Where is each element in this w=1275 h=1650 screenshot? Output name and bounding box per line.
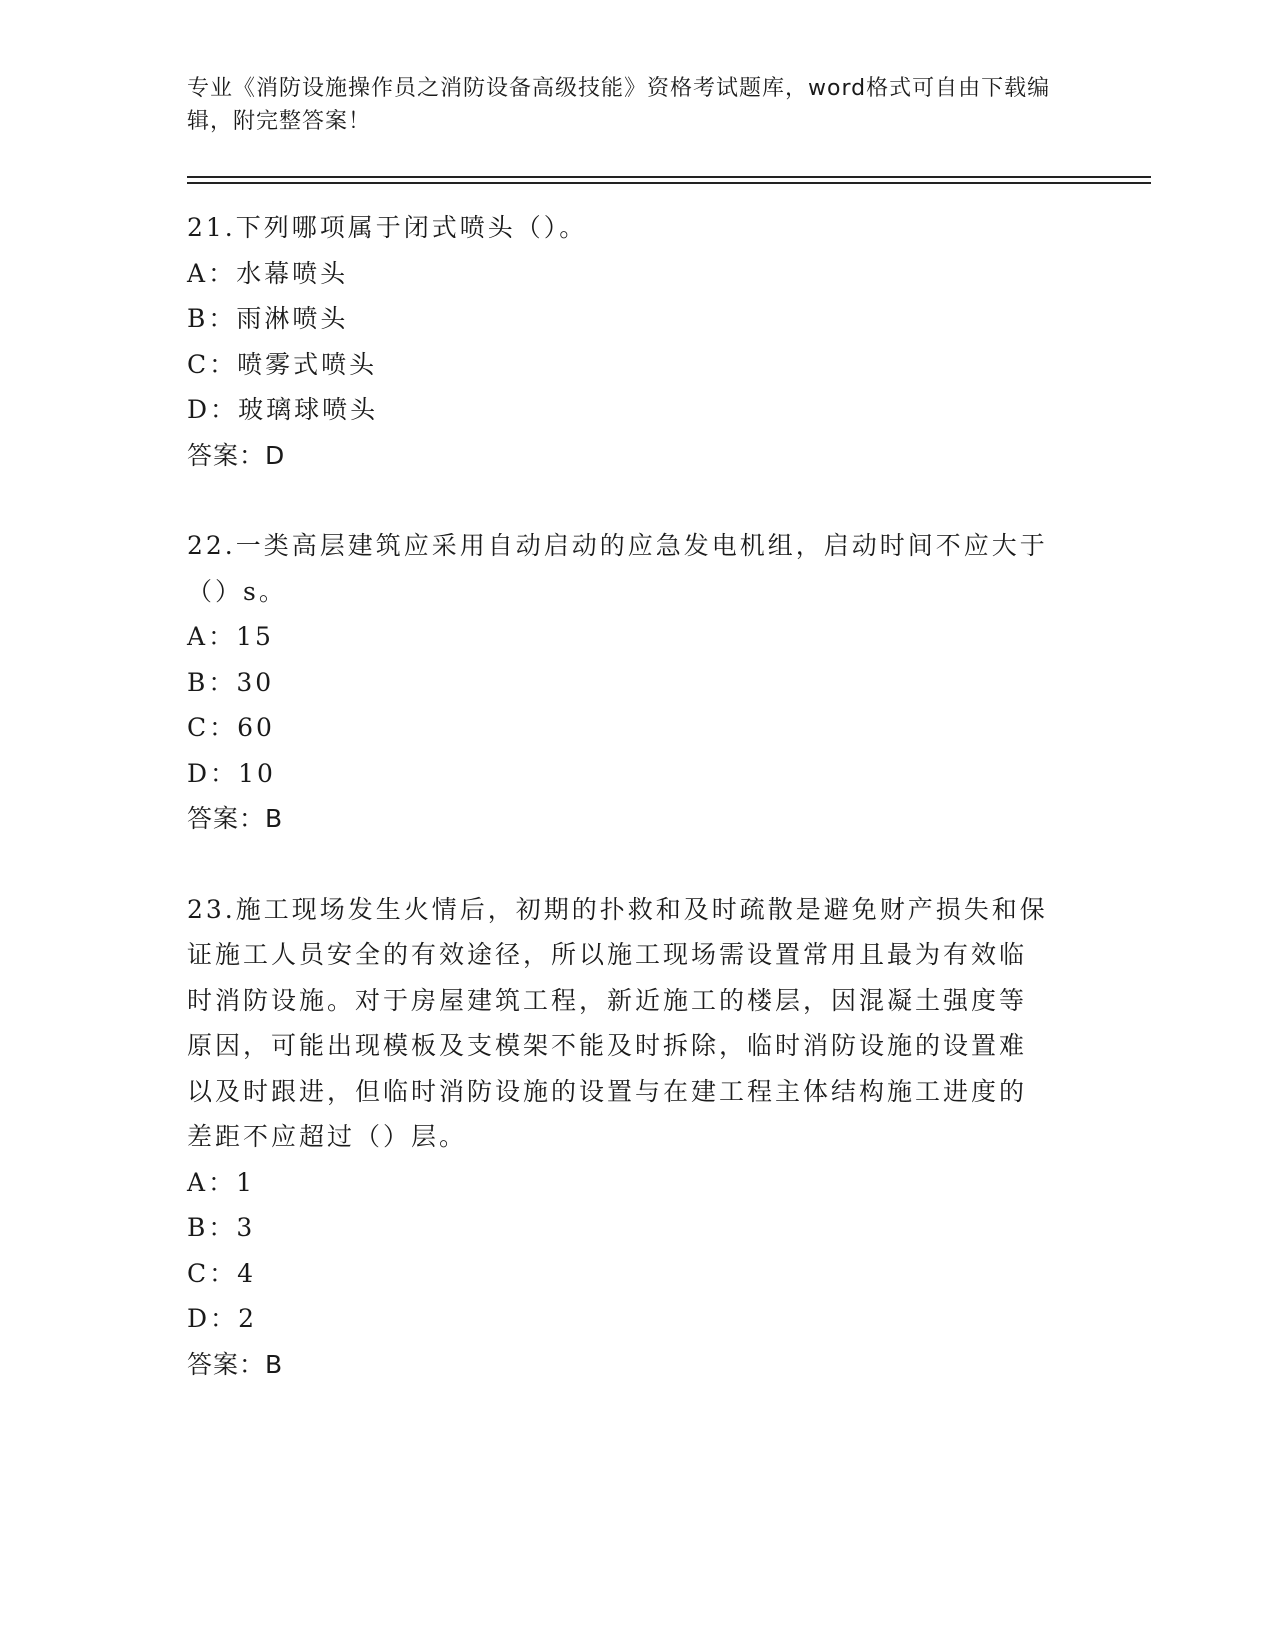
option-text: 喷雾式喷头	[237, 349, 378, 379]
option-text: 4	[237, 1258, 257, 1288]
question-stem-line: 证施工人员安全的有效途径，所以施工现场需设置常用且最为有效临	[187, 940, 1028, 969]
option-separator: ：	[208, 622, 237, 651]
option-text: 雨淋喷头	[236, 304, 349, 333]
header-divider-bottom	[187, 182, 1151, 184]
option-text: 10	[238, 758, 276, 788]
answer-label: 答案：B	[187, 1349, 284, 1379]
option-key: B	[187, 1213, 209, 1242]
option-key: C	[187, 349, 210, 379]
option-c	[187, 705, 1067, 751]
option-text: 60	[237, 713, 275, 742]
option-a	[187, 251, 1067, 297]
option-separator: ：	[209, 1258, 238, 1288]
question-22	[187, 523, 1067, 842]
answer-label: 答案：D	[187, 440, 286, 470]
question-list	[187, 205, 1067, 1432]
question-21	[187, 205, 1067, 478]
option-text: 玻璃球喷头	[238, 395, 379, 424]
option-separator: ：	[208, 258, 237, 288]
option-b	[187, 660, 1067, 706]
question-23	[187, 887, 1067, 1388]
option-separator: ：	[208, 304, 237, 333]
option-separator: ：	[208, 1167, 237, 1197]
option-key: D	[187, 395, 211, 424]
question-stem-line: 21.下列哪项属于闭式喷头（）。	[187, 213, 588, 242]
header-intro-text: 专业《消防设施操作员之消防设备高级技能》资格考试题库，word格式可自由下载编辑，附完整答案！	[187, 76, 1051, 134]
option-text: 3	[236, 1213, 256, 1242]
option-key: A	[187, 622, 209, 651]
option-d	[187, 387, 1067, 433]
option-separator: ：	[210, 1304, 239, 1333]
document-header	[187, 72, 1067, 138]
question-stem-line: 以及时跟进，但临时消防设施的设置与在建工程主体结构施工进度的	[187, 1076, 1028, 1106]
question-stem	[187, 887, 1067, 1160]
question-stem	[187, 523, 1067, 614]
header-divider-top	[187, 176, 1151, 178]
option-separator: ：	[208, 1213, 237, 1242]
option-key: A	[187, 1167, 209, 1197]
option-separator: ：	[210, 395, 239, 424]
question-stem-line: 原因，可能出现模板及支模架不能及时拆除，临时消防设施的设置难	[187, 1031, 1028, 1060]
option-key: C	[187, 1258, 210, 1288]
question-stem-line: 23.施工现场发生火情后，初期的扑救和及时疏散是避免财产损失和保	[187, 894, 1048, 924]
option-d	[187, 1296, 1067, 1342]
question-stem	[187, 205, 1067, 251]
option-text: 1	[236, 1167, 255, 1197]
option-separator: ：	[209, 349, 238, 379]
option-separator: ：	[209, 713, 238, 742]
question-stem-line: 差距不应超过（）层。	[187, 1122, 468, 1151]
option-b	[187, 296, 1067, 342]
option-text: 水幕喷头	[236, 258, 349, 288]
option-text: 2	[238, 1304, 257, 1333]
option-c	[187, 1251, 1067, 1297]
option-c	[187, 342, 1067, 388]
option-key: B	[187, 667, 209, 697]
option-b	[187, 1205, 1067, 1251]
question-stem-line: 时消防设施。对于房屋建筑工程，新近施工的楼层，因混凝土强度等	[187, 985, 1028, 1015]
option-text: 15	[236, 622, 274, 651]
option-key: B	[187, 304, 209, 333]
option-d	[187, 751, 1067, 797]
option-text: 30	[236, 667, 275, 697]
option-key: D	[187, 1304, 211, 1333]
option-a	[187, 614, 1067, 660]
answer-label: 答案：B	[187, 804, 284, 833]
option-separator: ：	[208, 667, 237, 697]
option-key: C	[187, 713, 210, 742]
question-stem-line: 22.一类高层建筑应采用自动启动的应急发电机组，启动时间不应大于	[187, 531, 1048, 560]
question-stem-line: （）s。	[187, 576, 287, 606]
option-key: A	[187, 258, 209, 288]
option-a	[187, 1160, 1067, 1206]
option-separator: ：	[210, 758, 239, 788]
option-key: D	[187, 758, 211, 788]
